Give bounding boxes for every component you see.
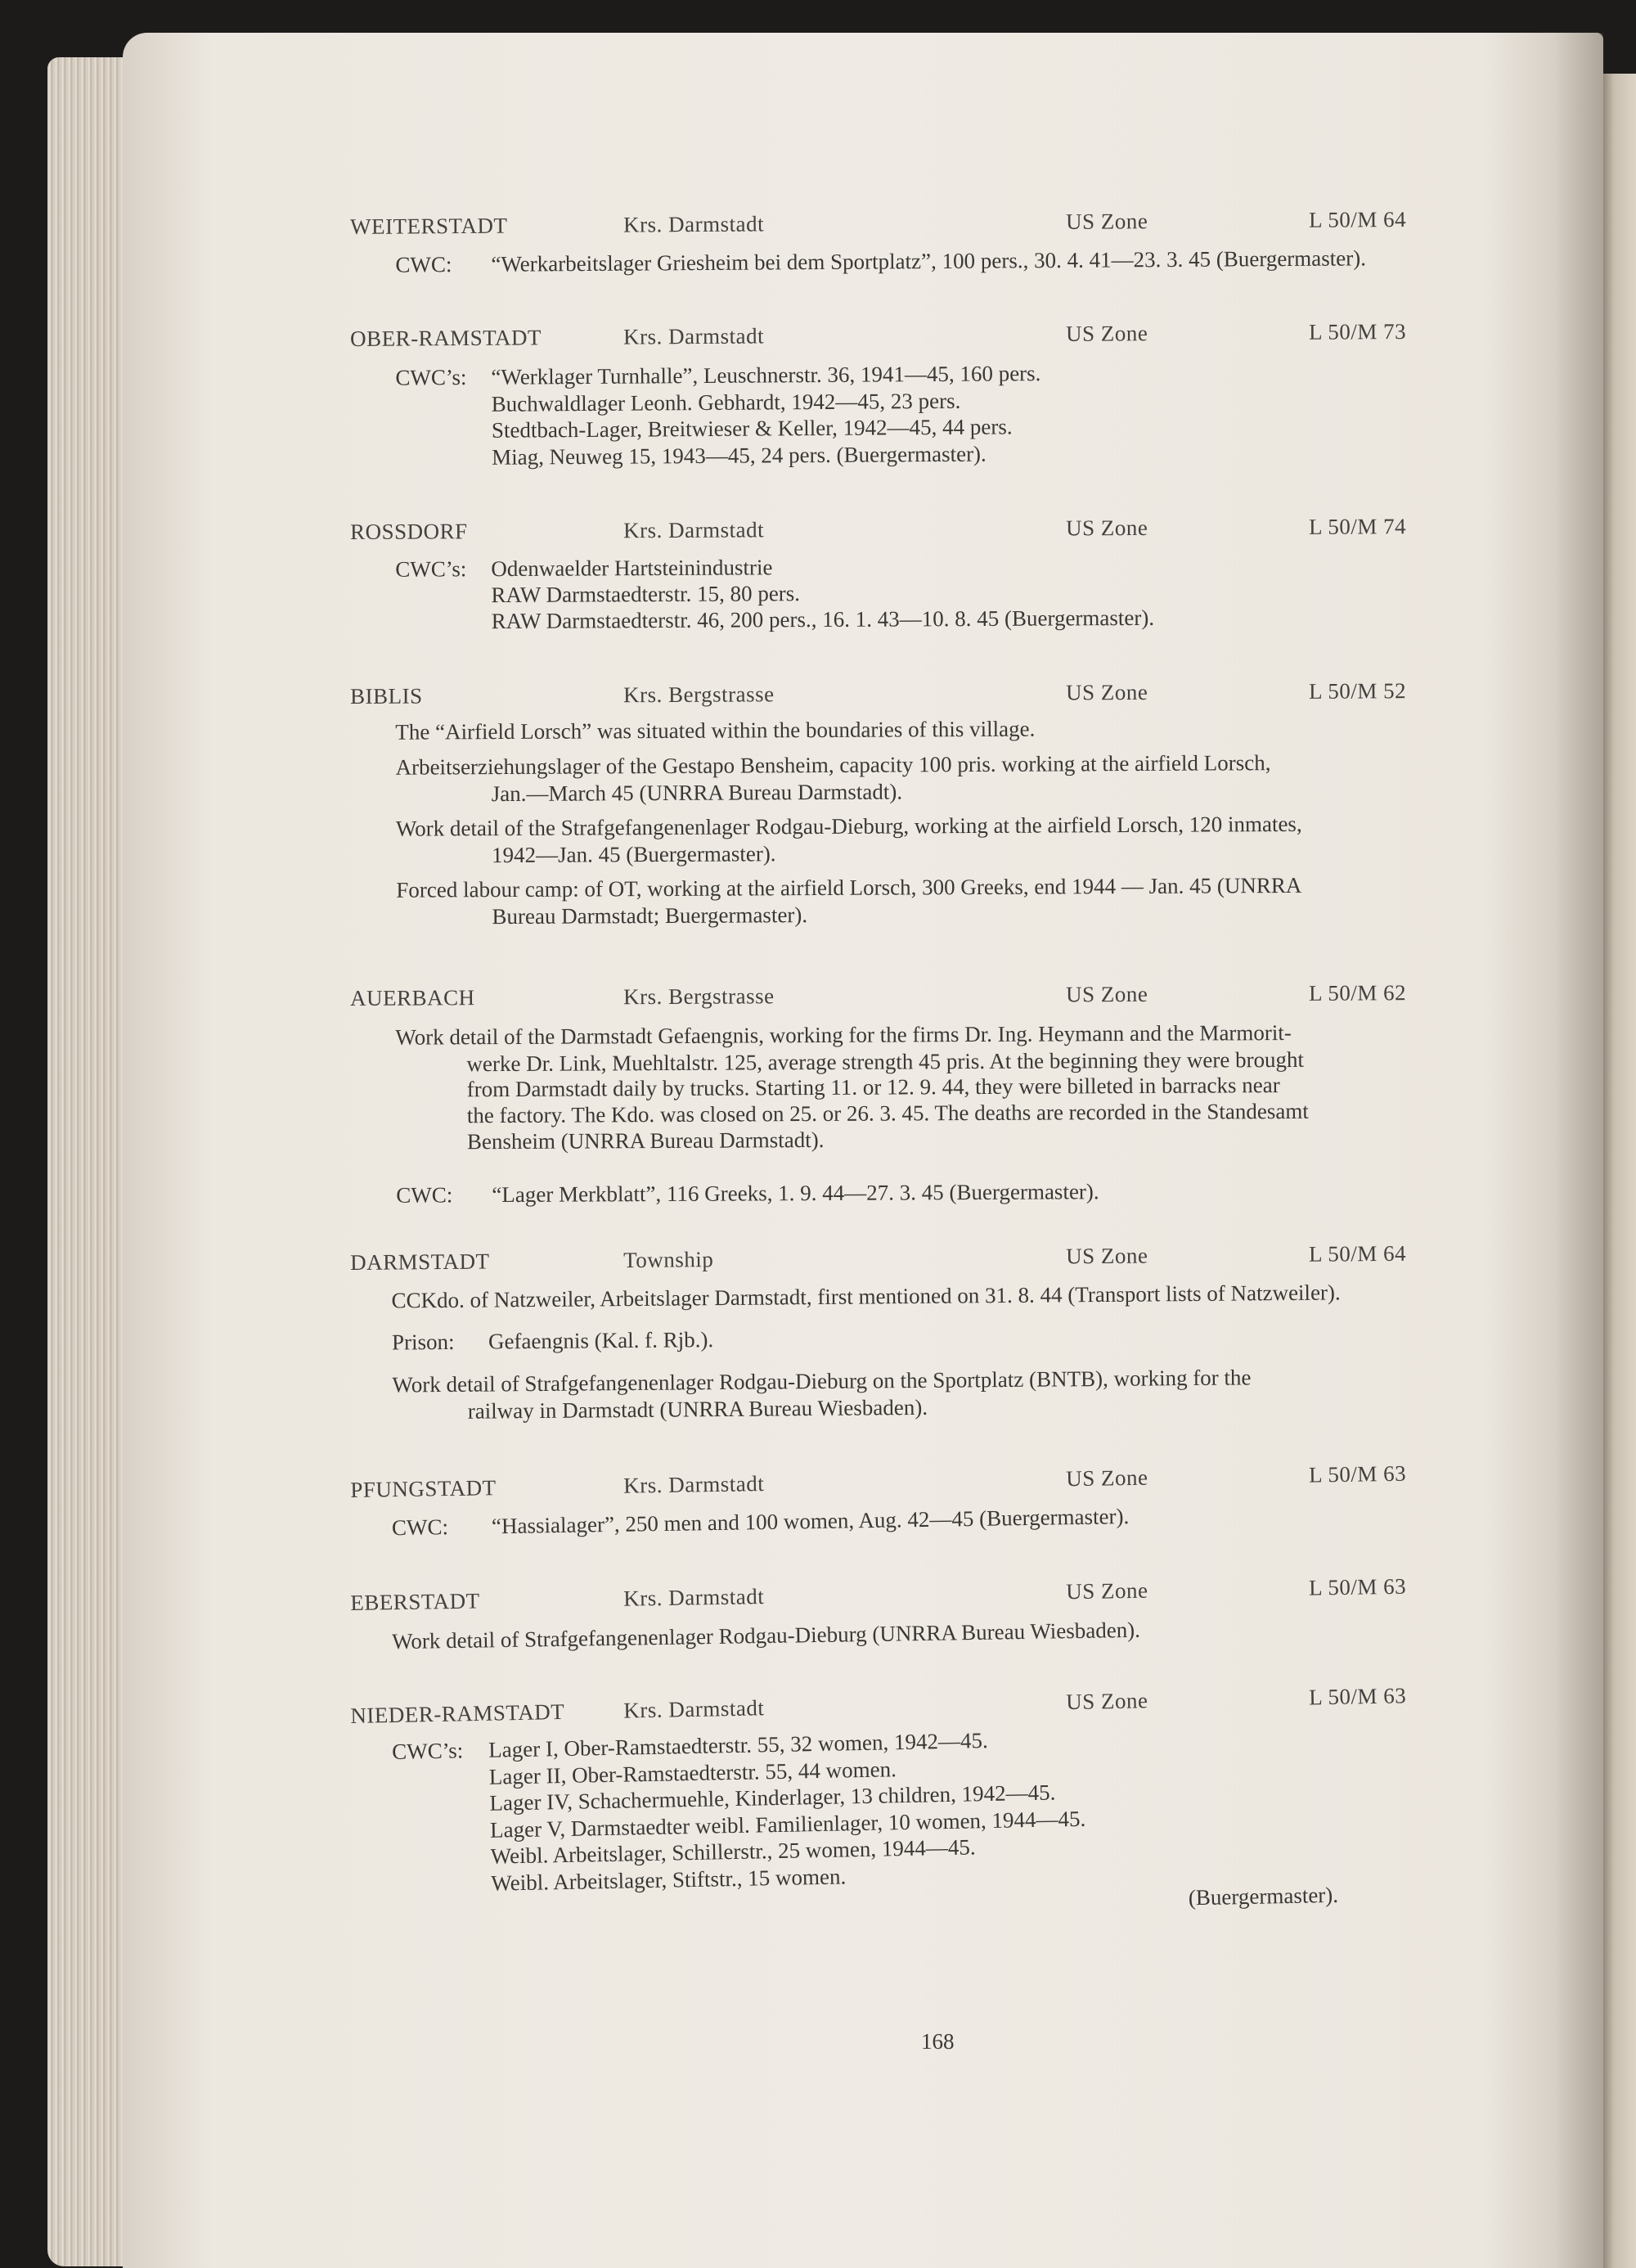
entry-line-label: CWC: bbox=[391, 1514, 449, 1541]
entry-line-text: “Lager Merkblatt”, 116 Greeks, 1. 9. 44—27. 3. 45 (Buergermaster). bbox=[492, 1179, 1099, 1208]
zone-label: US Zone bbox=[1065, 1243, 1148, 1269]
entry-line-text: (Buergermaster). bbox=[1188, 1882, 1339, 1910]
entry-line-text: Bensheim (UNRRA Bureau Darmstadt). bbox=[466, 1127, 825, 1154]
place-name: AUERBACH bbox=[350, 985, 475, 1010]
entry-line-text: Lager IV, Schachermuehle, Kinderlager, 13 children, 1942—45. bbox=[489, 1780, 1056, 1816]
entry-line-text: 1942—Jan. 45 (Buergermaster). bbox=[492, 841, 776, 868]
zone-label: US Zone bbox=[1065, 209, 1148, 234]
entry-line-text: Weibl. Arbeitslager, Stiftstr., 15 women. bbox=[491, 1864, 847, 1896]
district-name: Krs. Darmstadt bbox=[623, 1584, 765, 1611]
entry-line-text: The “Airfield Lorsch” was situated within the boundaries of this village. bbox=[395, 716, 1036, 745]
entry-line-text: Lager I, Ober-Ramstaedterstr. 55, 32 women, 1942—45. bbox=[488, 1728, 988, 1762]
district-name: Krs. Darmstadt bbox=[623, 211, 765, 237]
entry-line-text: Lager II, Ober-Ramstaedterstr. 55, 44 women. bbox=[488, 1757, 897, 1789]
entry-line-text: “Werklager Turnhalle”, Leuschnerstr. 36, 1941—45, 160 pers. bbox=[491, 361, 1041, 389]
map-reference: L 50/M 63 bbox=[1308, 1683, 1407, 1710]
district-name: Krs. Bergstrasse bbox=[623, 983, 775, 1010]
map-reference: L 50/M 74 bbox=[1308, 514, 1407, 539]
map-reference: L 50/M 63 bbox=[1308, 1460, 1407, 1487]
zone-label: US Zone bbox=[1065, 679, 1148, 705]
entry-line-text: RAW Darmstaedterstr. 15, 80 pers. bbox=[491, 581, 801, 608]
zone-label: US Zone bbox=[1065, 1688, 1148, 1715]
entry-line-text: Work detail of Strafgefangenenlager Rodgau-Dieburg (UNRRA Bureau Wiesbaden). bbox=[391, 1617, 1141, 1654]
zone-label: US Zone bbox=[1065, 981, 1148, 1007]
entry-line-text: Bureau Darmstadt; Buergermaster). bbox=[492, 902, 808, 929]
entry-line-text: Gefaengnis (Kal. f. Rjb.). bbox=[488, 1327, 714, 1354]
entry-line-text: RAW Darmstaedterstr. 46, 200 pers., 16. 1. 43—10. 8. 45 (Buergermaster). bbox=[491, 605, 1155, 634]
entry-line-text: from Darmstadt daily by trucks. Starting 11. or 12. 9. 44, they were billeted in barracks near bbox=[466, 1073, 1280, 1102]
page-number: 168 bbox=[921, 2029, 955, 2054]
entry-line-label: CWC’s: bbox=[395, 365, 467, 390]
entry-line-label: CWC: bbox=[396, 1182, 453, 1208]
map-reference: L 50/M 62 bbox=[1308, 980, 1407, 1006]
map-reference: L 50/M 63 bbox=[1308, 1573, 1407, 1600]
map-reference: L 50/M 64 bbox=[1308, 206, 1407, 232]
map-reference: L 50/M 52 bbox=[1308, 678, 1407, 704]
entry-line-text: Arbeitserziehungslager of the Gestapo Bensheim, capacity 100 pris. working at the airfield Lorsch, bbox=[395, 750, 1271, 780]
entry-line-label: CWC’s: bbox=[391, 1738, 464, 1765]
entry-line-text: werke Dr. Link, Muehltalstr. 125, average strength 45 pris. At the beginning they were brought bbox=[466, 1046, 1305, 1077]
entry-line-text: railway in Darmstadt (UNRRA Bureau Wiesbaden). bbox=[467, 1394, 928, 1424]
entry-line-text: “Werkarbeitslager Griesheim bei dem Sportplatz”, 100 pers., 30. 4. 41—23. 3. 45 (Buergermaster). bbox=[491, 245, 1367, 277]
entry-line-text: Forced labour camp: of OT, working at the airfield Lorsch, 300 Greeks, end 1944 — Jan. 45 (UNRRA bbox=[396, 872, 1302, 902]
map-reference: L 50/M 73 bbox=[1308, 318, 1407, 344]
place-name: BIBLIS bbox=[350, 683, 423, 709]
entry-line-text: Lager V, Darmstaedter weibl. Familienlager, 10 women, 1944—45. bbox=[489, 1806, 1086, 1843]
place-name: EBERSTADT bbox=[350, 1588, 480, 1615]
district-name: Township bbox=[623, 1247, 714, 1273]
entry-line-label: CWC’s: bbox=[395, 556, 467, 582]
place-name: OBER-RAMSTADT bbox=[350, 325, 542, 351]
facing-page-edge bbox=[1599, 74, 1636, 2268]
map-reference: L 50/M 64 bbox=[1308, 1240, 1407, 1267]
entry-line-text: Weibl. Arbeitslager, Schillerstr., 25 women, 1944—45. bbox=[490, 1834, 976, 1869]
zone-label: US Zone bbox=[1065, 1465, 1148, 1492]
entry-line-text: Work detail of the Strafgefangenenlager Rodgau-Dieburg, working at the airfield Lorsch, 120 inmates, bbox=[395, 811, 1302, 841]
entry-line-text: Odenwaelder Hartsteinindustrie bbox=[491, 555, 773, 582]
entry-line-text: “Hassialager”, 250 men and 100 women, Aug. 42—45 (Buergermaster). bbox=[491, 1504, 1130, 1539]
entry-line-text: the factory. The Kdo. was closed on 25. or 26. 3. 45. The deaths are recorded in the Standesamt bbox=[466, 1098, 1309, 1128]
entry-line-text: Miag, Neuweg 15, 1943—45, 24 pers. (Buergermaster). bbox=[492, 441, 987, 470]
entry-line-label: CWC: bbox=[395, 252, 452, 277]
zone-label: US Zone bbox=[1065, 321, 1148, 346]
entry-line-text: Stedtbach-Lager, Breitwieser & Keller, 1942—45, 44 pers. bbox=[491, 414, 1013, 443]
entry-line-text: Work detail of the Darmstadt Gefaengnis, working for the firms Dr. Ing. Heymann and the Marmorit- bbox=[395, 1019, 1292, 1050]
district-name: Krs. Darmstadt bbox=[623, 1695, 765, 1723]
place-name: ROSSDORF bbox=[350, 519, 468, 544]
district-name: Krs. Darmstadt bbox=[623, 1471, 765, 1498]
entry-line-text: Work detail of Strafgefangenenlager Rodgau-Dieburg on the Sportplatz (BNTB), working for the bbox=[392, 1365, 1252, 1397]
entry-line-text: Jan.—March 45 (UNRRA Bureau Darmstadt). bbox=[491, 779, 903, 807]
place-name: NIEDER-RAMSTADT bbox=[350, 1699, 565, 1728]
entry-line-label: Prison: bbox=[391, 1329, 455, 1355]
district-name: Krs. Darmstadt bbox=[623, 323, 765, 349]
place-name: PFUNGSTADT bbox=[350, 1475, 497, 1502]
page-gutter-shadow bbox=[1554, 33, 1603, 2268]
zone-label: US Zone bbox=[1065, 1577, 1148, 1604]
entry-line-text: Buchwaldlager Leonh. Gebhardt, 1942—45, 23 pers. bbox=[491, 388, 961, 416]
place-name: WEITERSTADT bbox=[350, 213, 508, 239]
zone-label: US Zone bbox=[1065, 515, 1148, 541]
district-name: Krs. Darmstadt bbox=[623, 517, 765, 543]
entry-line-text: CCKdo. of Natzweiler, Arbeitslager Darmstadt, first mentioned on 31. 8. 44 (Transport lists of Natzweiler). bbox=[391, 1280, 1341, 1313]
place-name: DARMSTADT bbox=[350, 1249, 490, 1275]
district-name: Krs. Bergstrasse bbox=[623, 682, 775, 708]
